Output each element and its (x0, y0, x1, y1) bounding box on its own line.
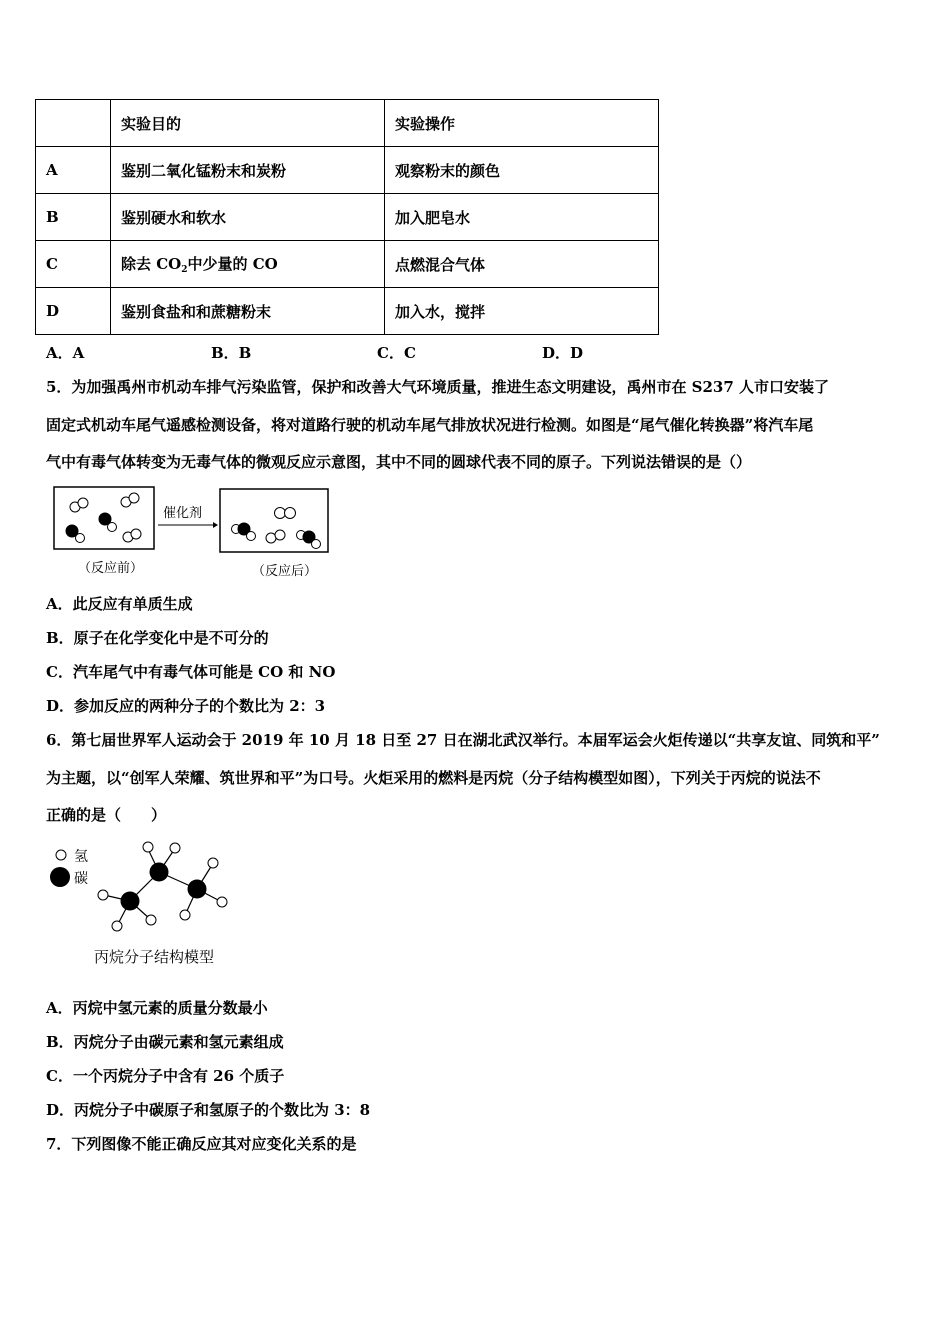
purpose-text: 除去 CO (121, 255, 182, 273)
row-operation: 加入水，搅拌 (385, 288, 659, 335)
q4-option-c: C．C (377, 344, 416, 362)
molecule-co2 (232, 523, 256, 541)
reaction-diagram (50, 485, 335, 580)
table-header-row (36, 100, 659, 147)
q6-option-c: C．一个丙烷分子中含有 26 个质子 (46, 1067, 285, 1085)
table-header-cell (36, 100, 111, 147)
table-header-cell: 实验目的 (111, 100, 385, 147)
row-purpose: 鉴别食盐和和蔗糖粉末 (111, 288, 385, 335)
legend-carbon: 碳 (74, 871, 88, 887)
molecule-o2 (121, 493, 139, 507)
row-label: D (36, 288, 111, 335)
q6-stem-line: 为主题，以“创军人荣耀、筑世界和平”为口号。火炬采用的燃料是丙烷（分子结构模型如图），下列关于丙烷的说法不 (46, 769, 821, 787)
experiment-table (35, 99, 659, 335)
q5-stem-line: 固定式机动车尾气遥感检测设备，将对道路行驶的机动车尾气排放状况进行检测。如图是“尾气催化转换器”将汽车尾 (46, 416, 814, 434)
row-label: A (36, 147, 111, 194)
q6-stem-line: 6．第七届世界军人运动会于 2019 年 10 月 18 日至 27 日在湖北武汉举行。本届军运会火炬传递以“共享友谊、同筑和平” (46, 731, 880, 749)
carbon-legend-icon (50, 867, 70, 887)
q4-option-a: A．A (46, 344, 85, 362)
row-purpose (111, 241, 385, 288)
propane-caption: 丙烷分子结构模型 (94, 948, 215, 966)
row-label: B (36, 194, 111, 241)
propane-model (44, 838, 244, 968)
catalyst-label: 催化剂 (163, 506, 203, 521)
q5-stem-line: 5．为加强禹州市机动车排气污染监管，保护和改善大气环境质量，推进生态文明建设，禹州市在 S237 人市口安装了 (46, 378, 830, 396)
molecule-co2 (297, 531, 321, 549)
q5-option-c: C．汽车尾气中有毒气体可能是 CO 和 NO (46, 663, 336, 681)
q5-option-a: A．此反应有单质生成 (46, 595, 193, 613)
row-purpose: 鉴别二氧化锰粉末和炭粉 (111, 147, 385, 194)
q5-stem-line: 气中有毒气体转变为无毒气体的微观反应示意图，其中不同的圆球代表不同的原子。下列说法错误的是（） (46, 453, 752, 471)
q4-option-d: D．D (542, 344, 584, 362)
row-label: C (36, 241, 111, 288)
carbon-atom (188, 880, 207, 899)
q6-stem-line: 正确的是（ ） (46, 806, 167, 824)
q5-option-b: B．原子在化学变化中是不可分的 (46, 629, 269, 647)
purpose-text: 中少量的 CO (187, 255, 278, 273)
subscript: 2 (181, 265, 188, 275)
before-label: （反应前） (78, 561, 144, 576)
molecule-o2 (70, 498, 88, 512)
hydrogen-atoms (98, 842, 227, 931)
table-row (36, 288, 659, 335)
molecule-co (99, 513, 117, 532)
q6-option-b: B．丙烷分子由碳元素和氢元素组成 (46, 1033, 284, 1051)
q5-option-d: D．参加反应的两种分子的个数比为 2：3 (46, 697, 326, 715)
table-row (36, 194, 659, 241)
carbon-atom (121, 892, 140, 911)
after-label: （反应后） (252, 564, 318, 579)
q4-option-b: B．B (211, 344, 252, 362)
q6-option-a: A．丙烷中氢元素的质量分数最小 (46, 999, 268, 1017)
table-row (36, 147, 659, 194)
hydrogen-legend-icon (56, 850, 66, 860)
arrow-head (213, 522, 218, 528)
row-operation: 观察粉末的颜色 (385, 147, 659, 194)
molecule-o2 (123, 529, 141, 542)
table-row (36, 241, 659, 288)
carbon-atom (150, 863, 169, 882)
table-header-cell: 实验操作 (385, 100, 659, 147)
molecule-co (66, 525, 85, 543)
legend-hydrogen: 氢 (74, 849, 88, 865)
row-operation: 点燃混合气体 (385, 241, 659, 288)
row-operation: 加入肥皂水 (385, 194, 659, 241)
q6-option-d: D．丙烷分子中碳原子和氢原子的个数比为 3：8 (46, 1101, 371, 1119)
molecule-o2 (275, 508, 296, 519)
q7-stem: 7．下列图像不能正确反应其对应变化关系的是 (46, 1135, 357, 1153)
row-purpose: 鉴别硬水和软水 (111, 194, 385, 241)
molecule-o2 (266, 530, 285, 543)
